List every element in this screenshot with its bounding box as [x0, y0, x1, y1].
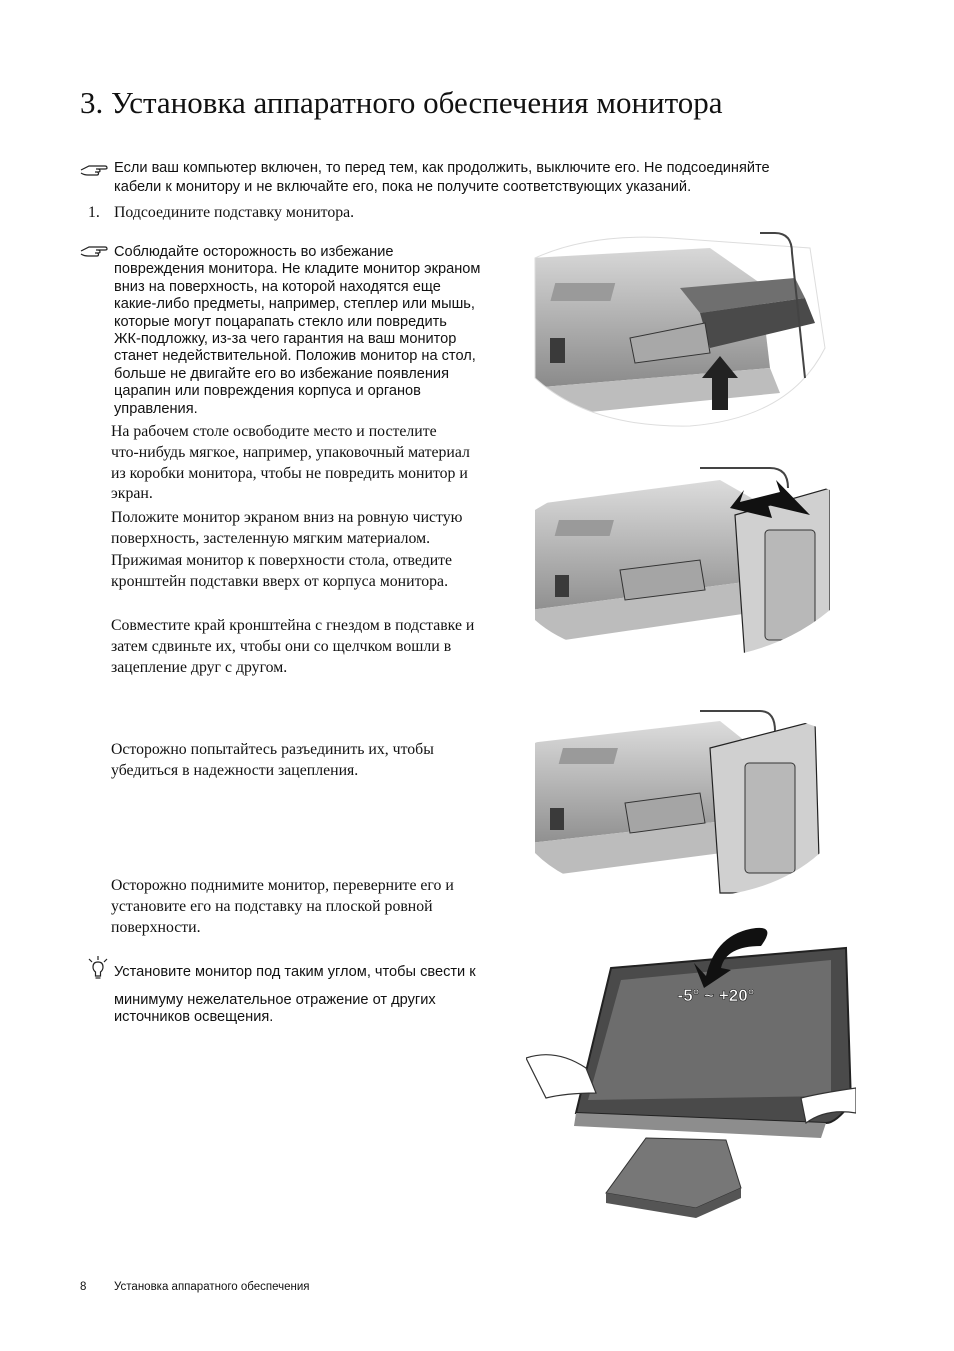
note-caution [114, 244, 524, 418]
note-line: которые могут поцарапать стекло или повредить [114, 313, 447, 330]
monitor-base-illustration [530, 460, 840, 665]
lightbulb-icon [86, 955, 110, 981]
note-line: вниз на поверхность, на которой находятся еще [114, 278, 441, 295]
note-line: Соблюдайте осторожность во избежание [114, 244, 394, 260]
text-line: затем сдвиньте их, чтобы они со щелчком вошли в [111, 637, 452, 655]
text-line: Прижимая монитор к поверхности стола, отведите [111, 552, 453, 569]
page-number: 8 [80, 1281, 87, 1293]
text-line: Осторожно попытайтесь разъединить их, чтобы [111, 741, 434, 758]
text-line: кронштейн подставки вверх от корпуса монитора. [111, 572, 449, 590]
text-line: убедиться в надежности зацепления. [111, 761, 359, 779]
note-power-off [114, 160, 854, 196]
figure-monitor-tilt [526, 918, 856, 1228]
paragraph-pull-arm [111, 551, 526, 593]
text-line: поверхности. [111, 918, 201, 936]
text-line: На рабочем столе освободите место и постелите [111, 423, 437, 440]
figure-attach-base [530, 460, 840, 670]
left-hand-illustration [526, 1055, 596, 1098]
text-line: установите его на подставку на плоской ровной [111, 897, 433, 915]
text-line: Совместите край кронштейна с гнездом в подставке и [111, 617, 475, 634]
text-line: что-нибудь мягкое, например, упаковочный материал [111, 443, 470, 461]
note-line: станет недействительной. Положив монитор на стол, [114, 348, 476, 365]
monitor-base-attached-illustration [530, 703, 830, 898]
note-line: больше не двигайте его во избежание появления [114, 365, 449, 382]
text-line: Положите монитор экраном вниз на ровную чистую [111, 509, 463, 526]
page-title: 3. Установка аппаратного обеспечения монитора [80, 85, 723, 120]
text-line: экран. [111, 485, 153, 503]
figure-base-attached [530, 703, 830, 903]
paragraph-lay-face-down [111, 508, 526, 550]
note-line: управления. [114, 400, 198, 417]
monitor-back-illustration [530, 228, 830, 433]
note-line: ЖК-подложку, из-за чего гарантия на ваш монитор [114, 331, 457, 348]
note-line: Если ваш компьютер включен, то перед тем, как продолжить, выключите его. Не подсоединяйте [114, 160, 770, 176]
text-line: Осторожно поднимите монитор, переверните его и [111, 877, 454, 894]
paragraph-lift-monitor [111, 876, 526, 938]
text-line: из коробки монитора, чтобы не повредить монитор и [111, 464, 468, 482]
step-title: Подсоедините подставку монитора. [114, 204, 355, 221]
tip-line: источников освещения. [114, 1009, 274, 1026]
tip-line: Установите монитор под таким углом, чтобы свести к [114, 964, 476, 980]
paragraph-check-engagement [111, 740, 526, 782]
pointing-hand-icon [80, 242, 108, 258]
paragraph-prepare-desk [111, 422, 526, 505]
note-line: царапин или повреждения корпуса и органов [114, 383, 421, 400]
note-line: кабели к монитору и не включайте его, пока не получите соответствующих указаний. [114, 178, 692, 195]
tip-line: минимуму нежелательное отражение от других [114, 991, 436, 1008]
tilt-angle-label: -5° ~ +20° [677, 986, 755, 1005]
pointing-hand-icon [80, 161, 108, 177]
note-line: какие-либо предметы, например, степлер или мышь, [114, 296, 475, 313]
step-number: 1. [88, 204, 100, 221]
tip-tilt-angle [114, 964, 529, 1027]
text-line: зацепление друг с другом. [111, 658, 288, 676]
text-line: поверхность, застеленную мягким материалом. [111, 529, 431, 547]
note-line: повреждения монитора. Не кладите монитор экраном [114, 261, 481, 278]
footer-section-title: Установка аппаратного обеспечения [114, 1281, 310, 1293]
paragraph-align-base [111, 616, 526, 678]
figure-arm-lift [530, 228, 830, 438]
